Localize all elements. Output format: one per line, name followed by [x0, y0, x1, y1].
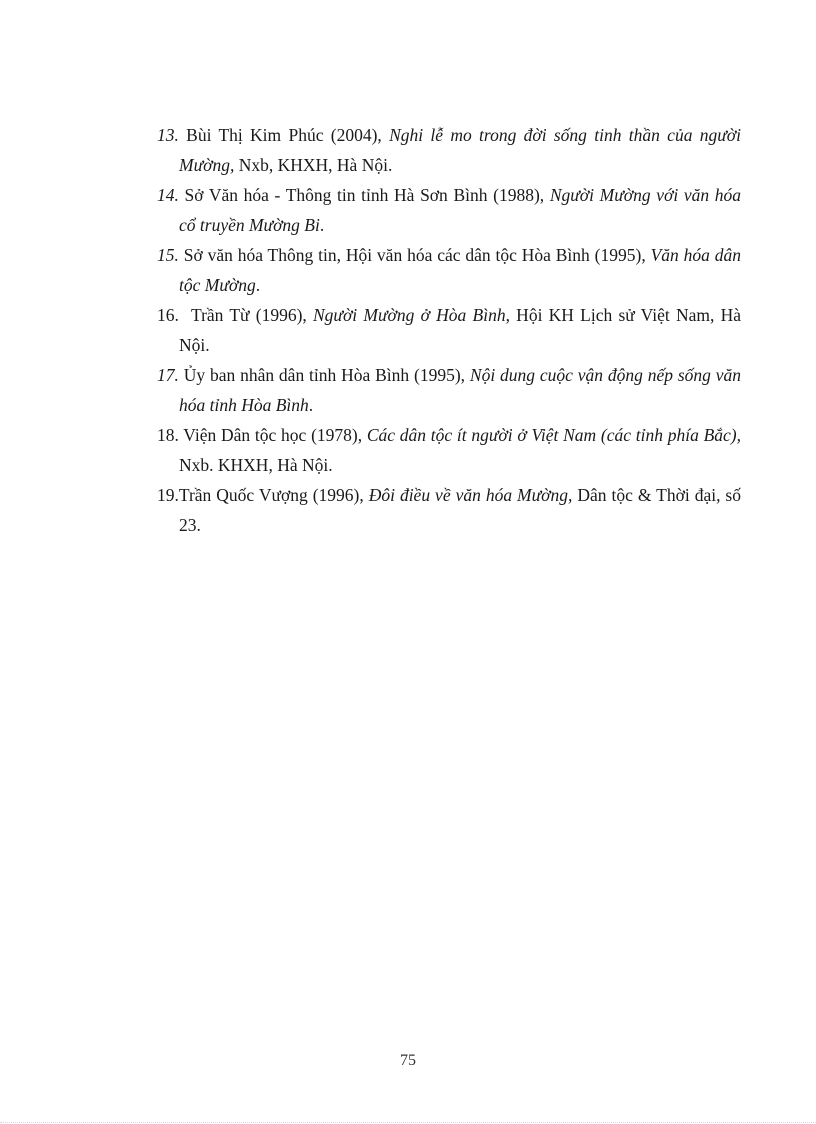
reference-publisher: , Hội KH Lịch sử Việt Nam, Hà Nội.	[179, 305, 741, 355]
reference-item-17	[157, 360, 741, 420]
reference-publisher: .	[308, 395, 314, 415]
reference-authors: Sở Văn hóa - Thông tin tỉnh Hà Sơn Bình (1988),	[178, 185, 550, 205]
reference-number: 13.	[157, 125, 179, 145]
reference-authors: Viện Dân tộc học (1978),	[178, 425, 367, 445]
reference-item-16	[157, 300, 741, 360]
reference-title: Văn hóa dân tộc Mường	[179, 245, 741, 295]
reference-authors: Bùi Thị Kim Phúc (2004),	[178, 125, 390, 145]
reference-item-13	[157, 120, 741, 180]
reference-authors: Sở văn hóa Thông tin, Hội văn hóa các dân tộc Hòa Bình (1995),	[178, 245, 651, 265]
reference-title: Nghi lễ mo trong đời sống tinh thần của người Mường,	[179, 125, 741, 175]
reference-number: 16.	[157, 305, 179, 325]
reference-publisher: Nxb. KHXH, Hà Nội.	[179, 455, 333, 475]
reference-title: Nội dung cuộc vận động nếp sống văn hóa tỉnh Hòa Bình	[179, 365, 741, 415]
reference-publisher: Nxb, KHXH, Hà Nội.	[234, 155, 393, 175]
reference-authors: Trần Quốc Vượng (1996),	[178, 485, 369, 505]
reference-number: 15.	[157, 245, 179, 265]
reference-title: Người Mường với văn hóa cổ truyền Mường Bi	[179, 185, 742, 235]
reference-number: 19.	[157, 485, 179, 505]
reference-number: 14.	[157, 185, 179, 205]
reference-item-18	[157, 420, 741, 480]
reference-item-14	[157, 180, 741, 240]
reference-item-15	[157, 240, 741, 300]
reference-authors: Trần Từ (1996),	[178, 305, 313, 325]
reference-item-19	[157, 480, 741, 540]
reference-title: Các dân tộc ít người ở Việt Nam (các tỉnh phía Bắc),	[366, 425, 741, 445]
reference-authors: Ủy ban nhân dân tỉnh Hòa Bình (1995),	[178, 365, 470, 385]
reference-list	[157, 120, 741, 540]
reference-title: Đôi điều về văn hóa Mường,	[368, 485, 573, 505]
reference-number: 18.	[157, 425, 179, 445]
reference-publisher: Dân tộc & Thời đại, số 23.	[179, 485, 741, 535]
reference-number: 17.	[157, 365, 179, 385]
page-number: 75	[400, 1052, 416, 1069]
reference-title: Người Mường ở Hòa Bình	[313, 305, 506, 325]
reference-publisher: .	[319, 215, 325, 235]
reference-publisher: .	[255, 275, 261, 295]
